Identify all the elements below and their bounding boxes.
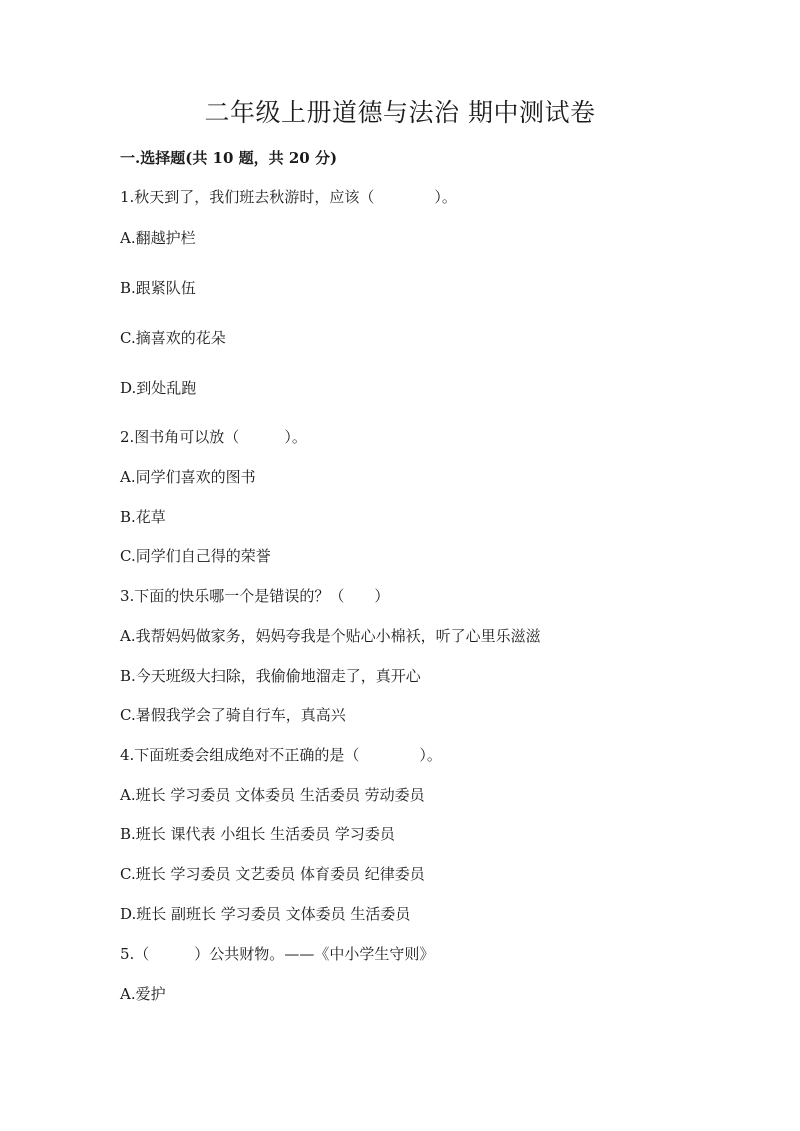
question-1-option-c: C.摘喜欢的花朵 — [120, 329, 226, 347]
question-1-stem: 1.秋天到了，我们班去秋游时，应该（ ）。 — [120, 188, 457, 206]
question-4-stem: 4.下面班委会组成绝对不正确的是（ ）。 — [120, 746, 442, 764]
question-2-option-a: A.同学们喜欢的图书 — [120, 468, 256, 486]
question-1-option-b: B.跟紧队伍 — [120, 279, 196, 297]
question-3-option-c: C.暑假我学会了骑自行车，真高兴 — [120, 706, 346, 724]
question-2-option-c: C.同学们自己得的荣誉 — [120, 547, 271, 565]
question-4-option-a: A.班长 学习委员 文体委员 生活委员 劳动委员 — [120, 786, 425, 804]
question-3-option-b: B.今天班级大扫除，我偷偷地溜走了，真开心 — [120, 667, 421, 685]
question-2-option-b: B.花草 — [120, 508, 166, 526]
question-1-option-d: D.到处乱跑 — [120, 379, 197, 397]
question-2-stem: 2.图书角可以放（ ）。 — [120, 428, 307, 446]
question-4-option-c: C.班长 学习委员 文艺委员 体育委员 纪律委员 — [120, 865, 425, 883]
question-3-option-a: A.我帮妈妈做家务，妈妈夸我是个贴心小棉袄，听了心里乐滋滋 — [120, 627, 541, 645]
question-3-stem: 3.下面的快乐哪一个是错误的？（ ） — [120, 587, 390, 605]
question-4-option-b: B.班长 课代表 小组长 生活委员 学习委员 — [120, 825, 395, 843]
question-5-option-a: A.爱护 — [120, 985, 166, 1003]
section-heading: 一.选择题(共 10 题，共 20 分) — [120, 149, 338, 167]
page-title: 二年级上册道德与法治 期中测试卷 — [204, 98, 596, 127]
question-5-stem: 5.（ ）公共财物。——《中小学生守则》 — [120, 945, 435, 963]
question-1-option-a: A.翻越护栏 — [120, 229, 196, 247]
question-4-option-d: D.班长 副班长 学习委员 文体委员 生活委员 — [120, 905, 411, 923]
